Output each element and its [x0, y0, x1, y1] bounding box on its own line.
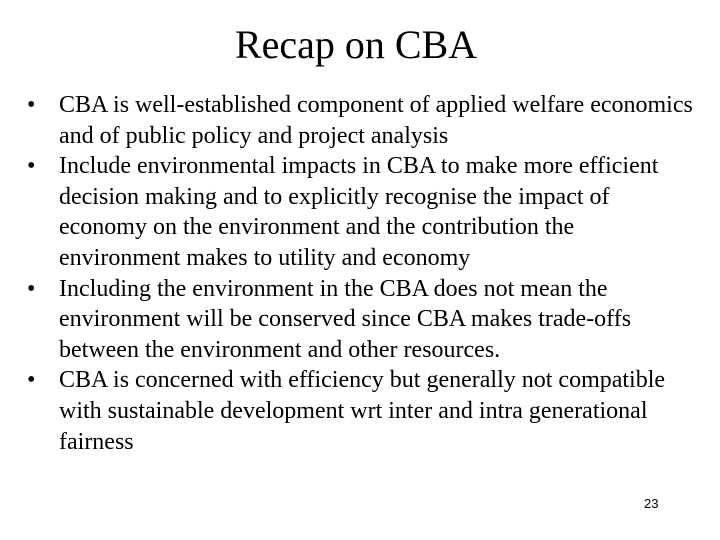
- bullet-icon: •: [27, 92, 36, 118]
- bullet-icon: •: [27, 153, 36, 180]
- bullet-icon: •: [27, 275, 36, 302]
- bullet-item: [27, 90, 697, 151]
- slide-title: Recap on CBA: [234, 22, 478, 67]
- bullet-text: Including the environment in the CBA does not mean the environment will be conserved since CBA makes trade-offs between the environment and other resources.: [59, 275, 632, 363]
- page-number: 23: [644, 496, 659, 511]
- bullet-item: [27, 365, 697, 457]
- bullet-icon: •: [27, 367, 36, 394]
- bullet-list: [27, 90, 697, 457]
- bullet-text: CBA is concerned with efficiency but generally not compatible with sustainable development wrt inter and intra generational fairness: [59, 367, 666, 455]
- bullet-item: [27, 274, 697, 366]
- bullet-item: [27, 151, 697, 273]
- bullet-text: Include environmental impacts in CBA to make more efficient decision making and to explicitly recognise the impact of economy on the environment and the contribution the environment makes to utility and economy: [59, 153, 659, 271]
- bullet-text: CBA is well-established component of applied welfare economics and of public policy and project analysis: [59, 92, 693, 149]
